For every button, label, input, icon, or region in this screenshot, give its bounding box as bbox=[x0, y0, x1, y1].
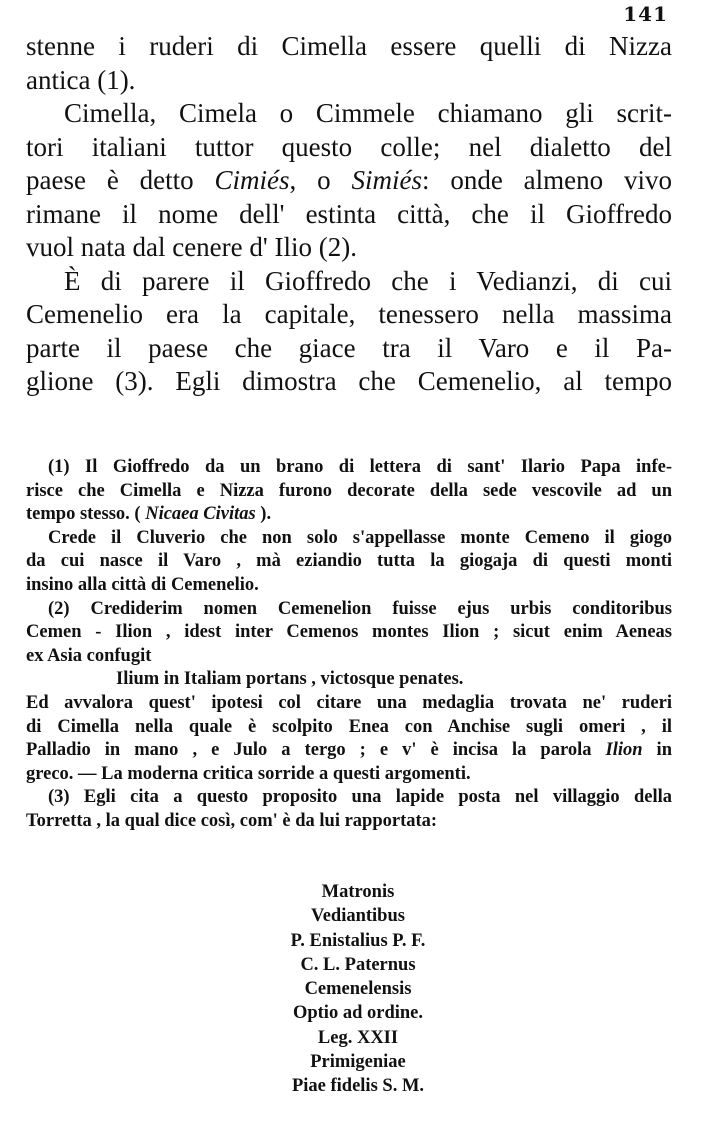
text-segment: risce che Cimella e Nizza furono decorate della sede vescovile ad un bbox=[26, 480, 672, 501]
text-segment: in bbox=[642, 740, 672, 761]
italic-text: Ilion bbox=[605, 740, 643, 761]
text-line bbox=[26, 30, 672, 64]
footnote-line bbox=[26, 692, 672, 716]
text-segment: È di parere il Gioffredo che i Vedianzi, di cui bbox=[64, 265, 672, 296]
footnote-line bbox=[26, 716, 672, 740]
text-segment: di Cimella nella quale è scolpito Enea con Anchise sugli omeri , il bbox=[26, 716, 672, 737]
text-line bbox=[26, 365, 672, 399]
text-segment: antica (1). bbox=[26, 64, 136, 95]
text-line bbox=[26, 298, 672, 332]
text-segment: stenne i ruderi di Cimella essere quelli di Nizza bbox=[26, 31, 672, 61]
text-line bbox=[26, 332, 672, 366]
text-segment: Ed avvalora quest' ipotesi col citare una medaglia trovata ne' ruderi bbox=[26, 692, 672, 713]
text-line bbox=[26, 265, 672, 299]
text-segment: ex Asia confugit bbox=[26, 645, 152, 666]
text-segment: (1) Il Gioffredo da un brano di lettera di sant' Ilario Papa infe- bbox=[48, 457, 672, 477]
footnote-line bbox=[26, 645, 672, 669]
text-segment: glione (3). Egli dimostra che Cemenelio, al tempo bbox=[26, 366, 672, 396]
footnote-line bbox=[26, 763, 672, 787]
text-segment: vuol nata dal cenere d' Ilio (2). bbox=[26, 232, 357, 262]
text-segment: insino alla città di Cemenelio. bbox=[26, 574, 259, 595]
text-line bbox=[26, 131, 672, 165]
page-number: 141 bbox=[623, 2, 668, 26]
footnote-line bbox=[26, 574, 672, 598]
footnote-line bbox=[26, 598, 672, 622]
text-segment: Ilium in Italiam portans , victosque penates. bbox=[116, 669, 464, 690]
inscription bbox=[0, 880, 716, 1099]
text-segment: Cimella, Cimela o Cimmele chiamano gli scrit- bbox=[64, 98, 672, 128]
footnote-line bbox=[26, 550, 672, 574]
italic-text: Nicaea Civitas bbox=[145, 504, 256, 525]
text-segment: (3) Egli cita a questo proposito una lapide posta nel villaggio della bbox=[48, 787, 672, 808]
footnote-line bbox=[26, 810, 672, 834]
inscription-line: C. L. Paternus bbox=[300, 954, 416, 975]
text-segment: ). bbox=[255, 504, 272, 525]
inscription-line: Optio ad ordine. bbox=[292, 1003, 424, 1024]
text-line bbox=[26, 231, 672, 265]
text-line bbox=[26, 164, 672, 198]
text-segment: , o bbox=[289, 165, 352, 195]
text-segment: : onde almeno vivo bbox=[421, 165, 673, 195]
footnote-line bbox=[26, 503, 672, 527]
text-segment: (2) Crediderim nomen Cemenelion fuisse ejus urbis conditoribus bbox=[48, 598, 672, 619]
footnote-line bbox=[26, 668, 672, 692]
inscription-line: Cemenelensis bbox=[304, 979, 412, 1000]
text-segment: paese è detto bbox=[26, 165, 215, 195]
inscription-line: Primigeniae bbox=[310, 1052, 406, 1073]
text-line bbox=[26, 64, 672, 98]
footnotes bbox=[26, 456, 672, 834]
footnote-line bbox=[26, 739, 672, 763]
text-segment: Palladio in mano , e Julo a tergo ; e v' è incisa la parola bbox=[26, 740, 606, 761]
text-segment: Torretta , la qual dice così, com' è da lui rapportata: bbox=[26, 810, 438, 831]
text-line bbox=[26, 97, 672, 131]
footnote-line bbox=[26, 786, 672, 810]
inscription-line: Piae fidelis S. M. bbox=[291, 1076, 425, 1097]
main-text bbox=[26, 30, 672, 399]
footnote-line bbox=[26, 480, 672, 504]
text-segment: da cui nasce il Varo , mà eziandio tutta la giogaja di questi monti bbox=[26, 551, 672, 572]
italic-text: Simiés bbox=[351, 165, 422, 195]
inscription-line: Leg. XXII bbox=[317, 1027, 399, 1048]
inscription-line: P. Enistalius P. F. bbox=[290, 930, 426, 951]
inscription-line: Matronis bbox=[321, 882, 395, 902]
text-segment: tori italiani tuttor questo colle; nel dialetto del bbox=[26, 131, 672, 162]
text-segment: greco. — La moderna critica sorride a questi argomenti. bbox=[26, 763, 471, 784]
text-segment: parte il paese che giace tra il Varo e il Pa- bbox=[26, 332, 672, 363]
footnote-line bbox=[26, 527, 672, 551]
text-segment: Cemenelio era la capitale, tenessero nella massima bbox=[26, 299, 672, 329]
footnote-line bbox=[26, 621, 672, 645]
inscription-line: Vediantibus bbox=[311, 906, 405, 927]
text-line bbox=[26, 198, 672, 232]
text-segment: tempo stesso. ( bbox=[26, 504, 146, 525]
text-segment: Cemen - Ilion , idest inter Cemenos montes Ilion ; sicut enim Aeneas bbox=[26, 622, 672, 643]
italic-text: Cimiés bbox=[214, 165, 290, 195]
text-segment: Crede il Cluverio che non solo s'appellasse monte Cemeno il giogo bbox=[48, 527, 672, 548]
footnote-line bbox=[26, 456, 672, 480]
text-segment: rimane il nome dell' estinta città, che il Gioffredo bbox=[26, 198, 672, 229]
